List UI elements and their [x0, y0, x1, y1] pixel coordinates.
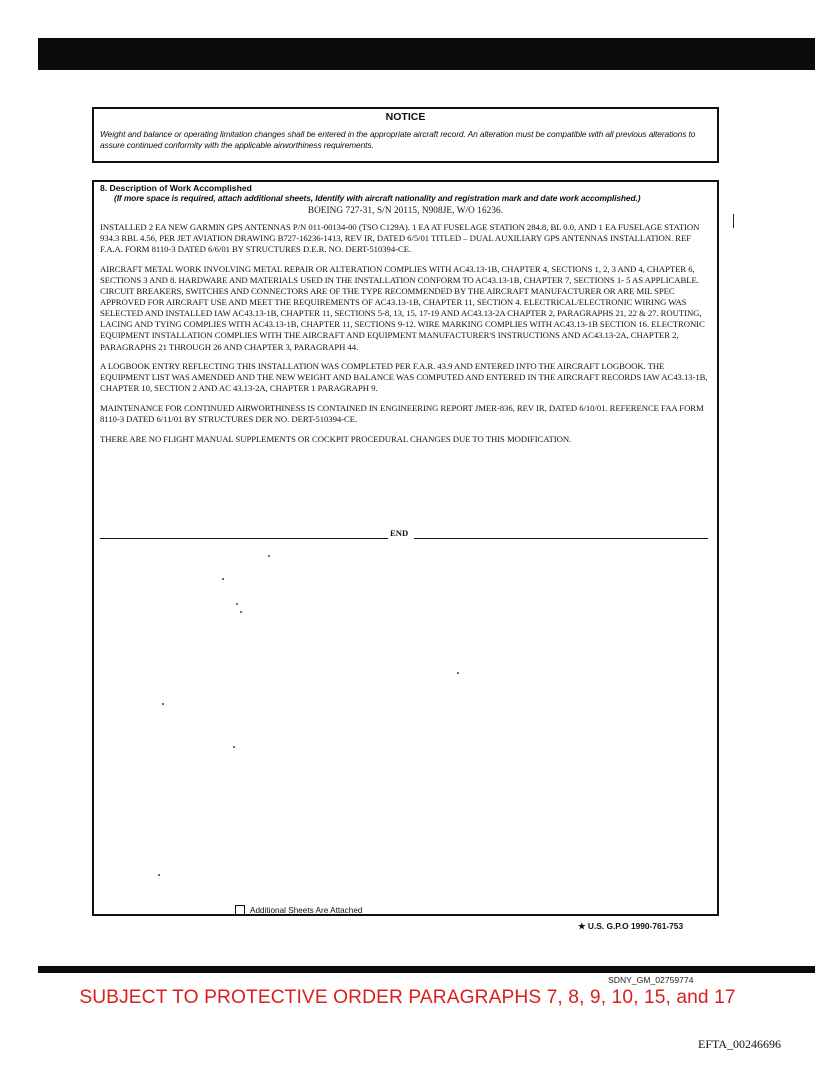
- scan-speck: [236, 603, 238, 605]
- work-paragraph: INSTALLED 2 EA NEW GARMIN GPS ANTENNAS P/N 011-00134-00 (TSO C129A). 1 EA AT FUSELAGE STATION 284.8, BL 0.0, AND 1 EA FUSELAGE STATION 934.3 RBL 4.56, PER JET AVIATION DRAWING B727-16236-1413, REV IR, DATED 6/5/01 TITLED – DUAL AUXILIARY GPS ANTENNAS INSTALLATION. REF F.A.A. FORM 8110-3 DATED 6/6/01 BY STRUCTURES D.E.R. NO. DERT-510394-CE.: [100, 222, 700, 255]
- end-marker: [100, 528, 708, 540]
- scan-speck: [162, 703, 164, 705]
- notice-title: NOTICE: [385, 111, 426, 123]
- additional-sheets-row: [235, 905, 362, 915]
- scan-top-bar: [38, 38, 815, 70]
- additional-sheets-checkbox[interactable]: [235, 905, 245, 915]
- scan-speck: [158, 874, 160, 876]
- work-description-box: [92, 180, 719, 916]
- work-paragraph: THERE ARE NO FLIGHT MANUAL SUPPLEMENTS OR COCKPIT PROCEDURAL CHANGES DUE TO THIS MODIFICATION.: [100, 433, 572, 444]
- scan-speck: [222, 578, 224, 580]
- scan-speck: [233, 746, 235, 748]
- scan-speck: [240, 611, 242, 613]
- notice-text: Weight and balance or operating limitation changes shall be entered in the appropriate aircraft record. An alteration must be compatible with all previous alterations to assure continued conformity with the applicable airworthiness requirements.: [100, 129, 696, 150]
- efta-number: EFTA_00246696: [698, 1037, 782, 1051]
- end-label: END: [390, 528, 409, 538]
- aircraft-identification: BOEING 727-31, S/N 20115, N908JE, W/O 16236.: [307, 205, 504, 215]
- scan-speck: [457, 672, 459, 674]
- notice-box: [92, 107, 719, 163]
- end-rule-right: [414, 538, 708, 539]
- gpo-imprint: ★ U.S. G.P.O 1990-761-753: [578, 921, 684, 931]
- protective-order-banner: SUBJECT TO PROTECTIVE ORDER PARAGRAPHS 7, 8, 9, 10, 15, and 17: [79, 987, 736, 1008]
- scan-speck: [268, 555, 270, 557]
- section-title: 8. Description of Work Accomplished: [100, 183, 252, 193]
- bates-number: SDNY_GM_02759774: [608, 975, 694, 985]
- work-description-text: [100, 222, 710, 454]
- additional-sheets-label: Additional Sheets Are Attached: [250, 905, 363, 915]
- margin-mark: [733, 214, 734, 228]
- section-instruction: (If more space is required, attach additional sheets, Identify with aircraft nationality and registration mark and date work accomplished.): [114, 193, 641, 203]
- work-paragraph: AIRCRAFT METAL WORK INVOLVING METAL REPAIR OR ALTERATION COMPLIES WITH AC43.13-1B, CHAPTER 4, SECTIONS 1, 2, 3 AND 4, CHAPTER 6, SECTIONS 3 AND 8. HARDWARE AND MATERIALS USED IN THE INSTALLATION CONFORM TO AC43.13-1B, CHAPTER 7, SECTIONS 1- 5 AS APPLICABLE. CIRCUIT BREAKERS, SWITCHES AND CONNECTORS ARE OF THE TYPE RECOMMENDED BY THE AIRCRAFT MANUFACTURER OR ARE MIL SPEC APPROVED FOR AIRCRAFT USE AND MEET THE REQUIREMENTS OF AC43.13-1B, CHAPTER 11, SECTION 4. ELECTRICAL/ELECTRONIC WIRING WAS SELECTED AND INSTALLED IAW AC43.13-1B, CHAPTER 11, SECTIONS 5-8, 13, 15, 17-19 AND AC43.13-2A CHAPTER 2, PARAGRAPHS 21, 22 & 27. ROUTING, LACING AND TYING COMPLIES WITH AC43.13-1B, CHAPTER 11, SECTIONS 9-12. WIRE MARKING COMPLIES WITH AC43.13-1B SECTION 16. ELECTRONIC EQUIPMENT INSTALLATION COMPLIES WITH THE AIRCRAFT AND EQUIPMENT MANUFACTURER'S INSTRUCTIONS AND AC43.13-2A, CHAPTER 2, PARAGRAPHS 21 THROUGH 26 AND CHAPTER 3, PARAGRAPH 44.: [100, 263, 705, 352]
- end-rule-left: [100, 538, 388, 539]
- work-paragraph: MAINTENANCE FOR CONTINUED AIRWORTHINESS IS CONTAINED IN ENGINEERING REPORT JMER-836, REV IR, DATED 6/10/01. REFERENCE FAA FORM 8110-3 DATED 6/11/01 BY STRUCTURES DER NO. DERT-510394-CE.: [100, 403, 704, 425]
- scan-bottom-bar: [38, 966, 815, 973]
- work-paragraph: A LOGBOOK ENTRY REFLECTING THIS INSTALLATION WAS COMPLETED PER F.A.R. 43.9 AND ENTERED INTO THE AIRCRAFT LOGBOOK. THE EQUIPMENT LIST WAS AMENDED AND THE NEW WEIGHT AND BALANCE WAS COMPUTED AND ENTERED IN THE AIRCRAFT RECORDS IAW AC43.13-1B, CHAPTER 10, SECTION 2 AND AC 43.13-2A, CHAPTER 1 PARAGRAPH 9.: [100, 361, 708, 394]
